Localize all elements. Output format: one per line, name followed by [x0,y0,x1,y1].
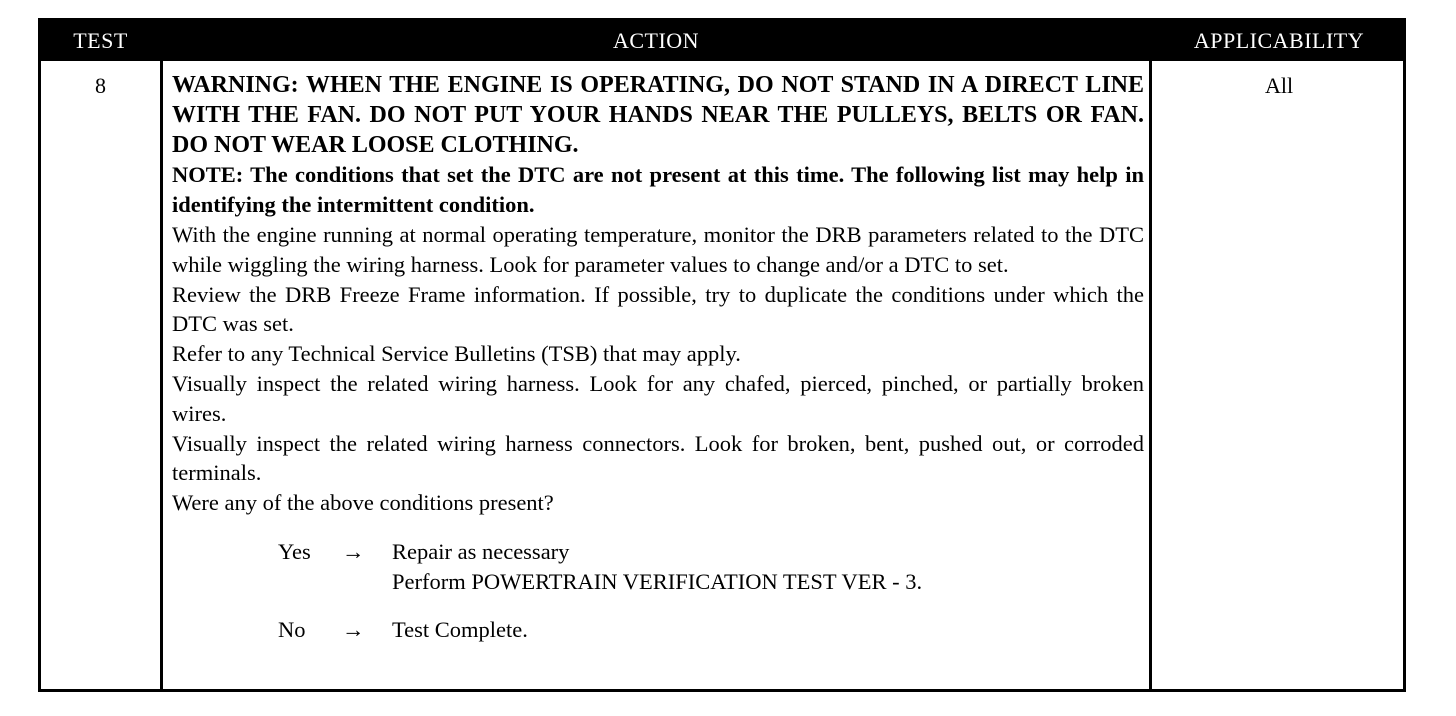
column-divider [160,61,163,689]
header-action: ACTION [612,28,700,53]
applicability-value: All [1264,73,1294,98]
step-text: Visually inspect the related wiring harness connectors. Look for broken, bent, pushed out, or corroded terminals. [172,430,1144,486]
step-text: Visually inspect the related wiring harness. Look for any chafed, pierced, pinched, or partially broken wires. [172,370,1144,426]
step-text: Review the DRB Freeze Frame information. If possible, try to duplicate the conditions under which the DTC was set. [172,281,1144,337]
answer-yes [172,537,1144,567]
answer-yes-continued [172,567,1144,597]
question-text: Were any of the above conditions present? [172,490,554,516]
step-text: Refer to any Technical Service Bulletins (TSB) that may apply. [172,341,741,367]
step-text: With the engine running at normal operating temperature, monitor the DRB parameters related to the DTC while wiggling the wiring harness. Look for parameter values to change and/or a DTC to set. [172,221,1144,277]
answer-yes-result-line2: Perform POWERTRAIN VERIFICATION TEST VER - 3. [392,568,923,594]
action-cell [172,71,1144,645]
note-text: NOTE: The conditions that set the DTC are not present at this time. The following list may help in identifying the intermittent condition. [172,162,1144,218]
table-header [41,21,1403,61]
arrow-icon: → [342,538,365,564]
test-number: 8 [95,73,106,98]
answer-yes-label: Yes [278,538,311,564]
arrow-icon: → [342,616,365,642]
diagnostic-table [38,18,1406,692]
answer-no-result: Test Complete. [392,616,528,642]
header-applicability: APPLICABILITY [1193,28,1365,53]
header-test: TEST [73,28,128,53]
warning-text: WARNING: WHEN THE ENGINE IS OPERATING, DO NOT STAND IN A DIRECT LINE WITH THE FAN. DO NOT PUT YOUR HANDS NEAR THE PULLEYS, BELTS OR FAN. DO NOT WEAR LOOSE CLOTHING. [172,72,1144,158]
column-divider [1149,61,1152,689]
answer-no-label: No [278,616,306,642]
answer-yes-result: Repair as necessary [392,538,570,564]
answer-no [172,615,1144,645]
